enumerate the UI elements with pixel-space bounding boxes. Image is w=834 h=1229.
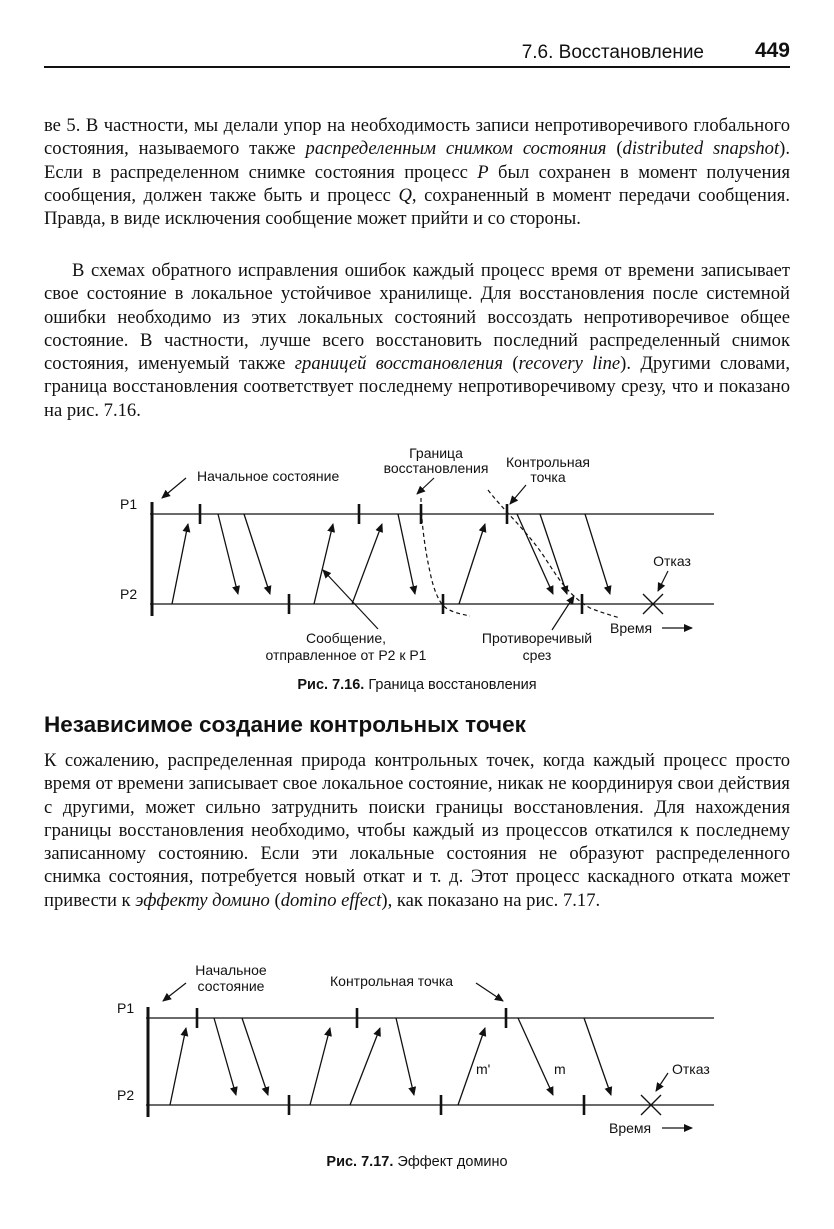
time-label: Время xyxy=(610,620,653,636)
p3-text-2: ( xyxy=(269,889,281,911)
p3-term-ru: эффекту домино xyxy=(135,889,270,911)
paragraph-2 xyxy=(44,259,790,422)
p3-text-1: К сожалению, распределенная природа контрольных точек, когда каждый процесс просто время от времени записывает свое локальное состояние, никак не координируя свои действия с другими, может сильно затруднить поиски границы восстановления. Для нахождения границы восстановления необходимо, чтобы каждый из процессов откатился к последнему записанному состоянию. Если эти локальные состояния не образуют распределенного снимка состояния, потребуется новый откат и т. д. Этот процесс каскадного отката может привести к xyxy=(44,750,790,911)
p1-label: P1 xyxy=(120,496,138,512)
messages xyxy=(172,514,610,604)
p1-text-1: ве 5. В частности, мы делали упор на необходимость записи непротиворечивого глобального состояния, называемого также xyxy=(44,115,790,160)
caption-number: Рис. 7.16. xyxy=(297,677,365,693)
m-prime-label: m' xyxy=(476,1061,491,1077)
recovery-line xyxy=(421,498,470,616)
figure-7-17-caption xyxy=(0,1154,834,1170)
p2-text-2: ( xyxy=(502,353,519,375)
p1-term-en: distributed snapshot xyxy=(622,138,780,160)
initial-label-1: Начальное xyxy=(195,962,267,978)
p2-label: P2 xyxy=(120,586,138,602)
paragraph-3 xyxy=(44,749,790,912)
checkpoint-label-1: Контрольная xyxy=(506,454,590,470)
p1-term-ru: распределенным снимком состояния xyxy=(305,138,607,160)
p1-text-2: ( xyxy=(606,138,623,160)
recovery-line-pointer xyxy=(417,478,434,494)
p1-process-q: Q xyxy=(398,184,412,206)
recovery-line-label-2: восстановления xyxy=(383,460,489,476)
page-number: 449 xyxy=(754,39,790,62)
initial-label-2: состояние xyxy=(197,978,265,994)
p2-term-en: recovery line xyxy=(518,353,621,375)
running-head-section: 7.6. Восстановление xyxy=(521,42,704,63)
failure-label: Отказ xyxy=(653,553,691,569)
domino-effect-diagram xyxy=(0,955,834,1145)
paragraph-1 xyxy=(44,114,790,230)
p2-label-2: P2 xyxy=(117,1087,135,1103)
inconsistent-pointer xyxy=(552,596,574,630)
messages-2 xyxy=(170,1018,611,1105)
p2-text-3: ). Другими словами, граница восстановления соответствует последнему непротиворечивому срезу, что и показано на рис. 7.16. xyxy=(44,353,790,421)
caption-text-2: Эффект домино xyxy=(393,1154,508,1170)
checkpoint-label-2: точка xyxy=(530,469,566,485)
recovery-line-label-1: Граница xyxy=(409,445,463,461)
message-label-1: Сообщение, xyxy=(305,630,387,646)
initial-pointer-2 xyxy=(163,983,186,1001)
initial-state-pointer xyxy=(162,478,186,498)
p2-term-ru: границей восстановления xyxy=(294,353,503,375)
section-heading: Независимое создание контрольных точек xyxy=(44,712,526,737)
checkpoint-label-2-fig: Контрольная точка xyxy=(330,973,454,989)
p1-text-3: ). Если в распределенном снимке состояния процесс xyxy=(44,138,790,183)
figure-7-16 xyxy=(0,440,834,670)
p3-text-3: ), как показано на рис. 7.17. xyxy=(381,889,601,911)
inconsistent-label-1: Противоречивый xyxy=(481,630,593,646)
checkpoint-pointer xyxy=(510,485,526,504)
inconsistent-label-2: срез xyxy=(522,647,552,663)
p1-text-4: был сохранен в момент получения сообщения, должен также быть и процесс xyxy=(44,161,791,206)
figure-7-17 xyxy=(0,955,834,1145)
p2-text-1: В схемах обратного исправления ошибок каждый процесс время от времени записывает свое состояние в локальное устойчивое хранилище. Для восстановления после системной ошибки необходимо из этих локальных состояний воссоздать непротиворечивое общее состояние. В частности, лучше всего восстановить последний распределенный снимок состояния, именуемый также xyxy=(44,260,790,375)
running-head xyxy=(44,38,790,68)
failure-pointer xyxy=(658,571,668,591)
failure-label-2: Отказ xyxy=(672,1061,710,1077)
initial-state-label: Начальное состояние xyxy=(197,468,340,484)
failure-pointer-2 xyxy=(656,1073,668,1091)
recovery-line-diagram xyxy=(0,440,834,670)
p1-process-p: P xyxy=(477,161,489,183)
p3-term-en: domino effect xyxy=(280,889,382,911)
time-label-2: Время xyxy=(609,1120,652,1136)
caption-text: Граница восстановления xyxy=(364,677,537,693)
message-pointer xyxy=(323,570,378,629)
p1-text-5: , сохраненный в момент передачи сообщения. Правда, в виде исключения сообщение может прийти и со стороны. xyxy=(44,184,790,230)
message-label-2: отправленное от P2 к P1 xyxy=(265,647,427,663)
m-label: m xyxy=(554,1061,566,1077)
checkpoint-pointer-2 xyxy=(476,983,503,1001)
caption-number-2: Рис. 7.17. xyxy=(326,1154,394,1170)
p1-label-2: P1 xyxy=(117,1000,135,1016)
figure-7-16-caption xyxy=(0,677,834,693)
